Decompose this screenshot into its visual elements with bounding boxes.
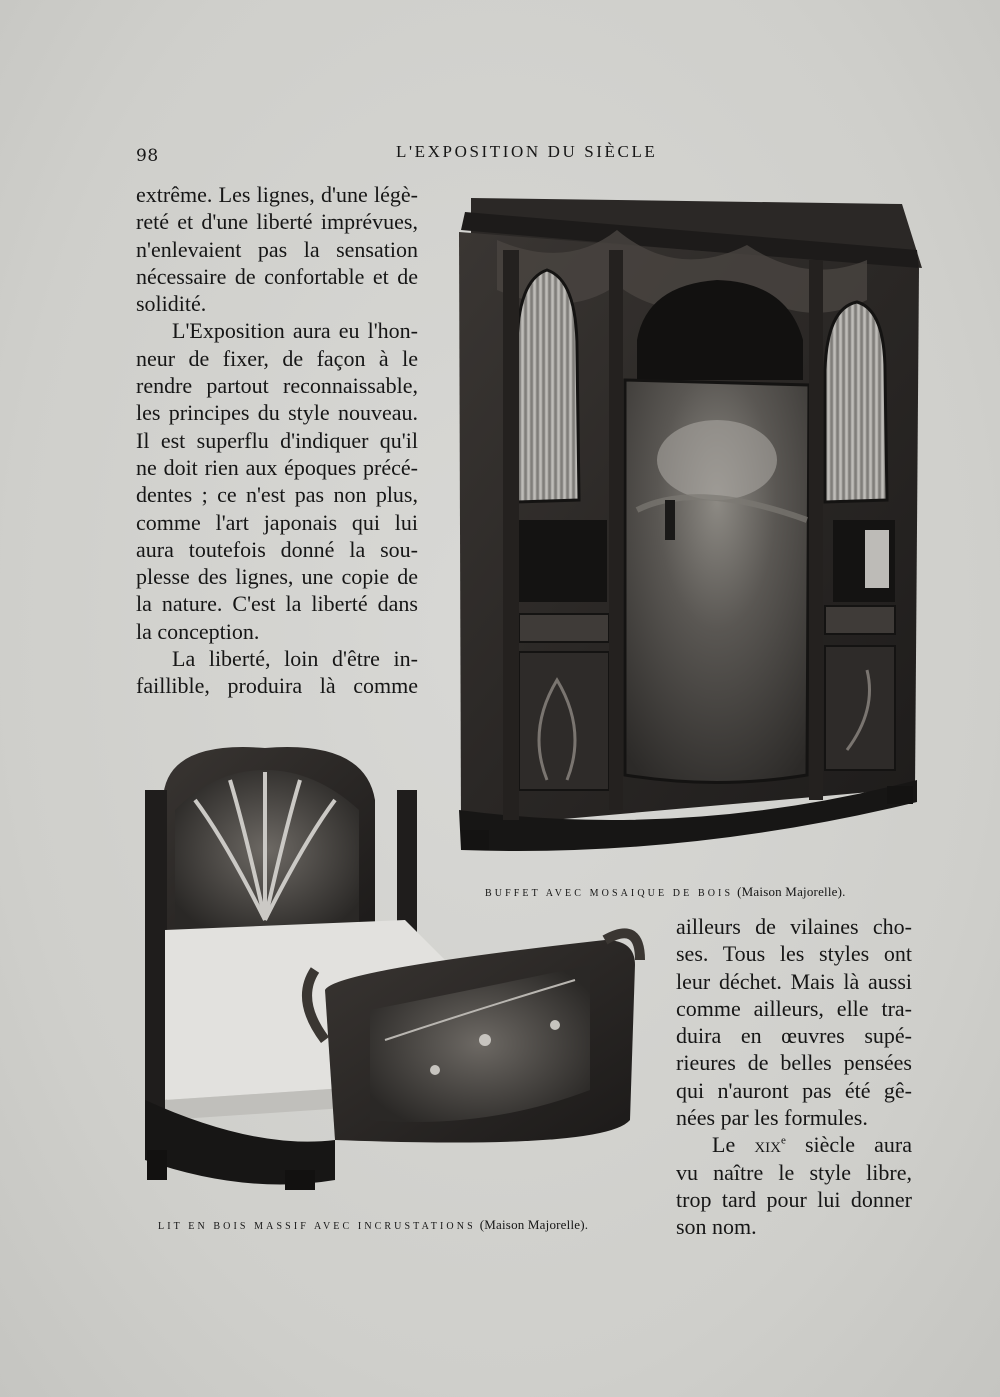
caption-title: BUFFET AVEC MOSAIQUE DE BOIS: [485, 888, 734, 899]
text-line: son nom.: [676, 1214, 757, 1240]
text-line: plesse des lignes, une copie de: [136, 564, 418, 590]
paragraph: [136, 181, 418, 317]
running-head: [136, 142, 676, 166]
caption-title: LIT EN BOIS MASSIF AVEC INCRUSTATIONS: [158, 1221, 476, 1232]
text-line: n'enlevaient pas la sensation: [136, 236, 418, 262]
page-number: 98: [136, 146, 159, 166]
bed-illustration: [135, 740, 655, 1195]
text-line: la conception.: [136, 618, 260, 644]
text-line: nées par les formules.: [676, 1105, 868, 1131]
text-line: ses. Tous les styles ont: [676, 941, 912, 967]
bed-engraving: [135, 740, 655, 1195]
text-line: [676, 1131, 912, 1158]
century-numeral: xix: [754, 1132, 781, 1158]
text-line: ne doit rien aux époques précé-: [136, 454, 418, 480]
text-fragment: siècle aura: [785, 1132, 913, 1158]
running-title: L'EXPOSITION DU SIÈCLE: [396, 142, 658, 161]
bed-caption: [158, 1216, 588, 1234]
text-line: vu naître le style libre,: [676, 1159, 912, 1185]
text-line: dentes ; ce n'est pas non plus,: [136, 482, 418, 508]
superscript: e: [780, 1135, 786, 1148]
text-line: rendre partout reconnaissable,: [136, 373, 418, 399]
text-line: comme ailleurs, elle tra-: [676, 995, 912, 1021]
text-line: La liberté, loin d'être in-: [172, 646, 418, 672]
text-line: neur de fixer, de façon à le: [136, 345, 418, 371]
text-line: leur déchet. Mais là aussi: [676, 968, 912, 994]
caption-maker: (Maison Majorelle).: [479, 1217, 589, 1232]
text-line: les principes du style nouveau.: [136, 400, 418, 426]
paragraph: [676, 913, 912, 1131]
text-line: comme l'art japonais qui lui: [136, 509, 418, 535]
text-line: duira en œuvres supé-: [676, 1023, 912, 1049]
left-text-column: [136, 181, 418, 700]
paragraph: [676, 1131, 912, 1240]
text-line: aura toutefois donné la sou-: [136, 536, 418, 562]
text-line: extrême. Les lignes, d'une légè-: [136, 182, 418, 207]
paragraph: [136, 645, 418, 700]
text-line: reté et d'une liberté imprévues,: [136, 209, 418, 235]
text-line: Il est superflu d'indiquer qu'il: [136, 427, 418, 453]
right-text-column: [676, 913, 912, 1241]
text-line: la nature. C'est la liberté dans: [136, 591, 418, 617]
text-line: ailleurs de vilaines cho-: [676, 914, 912, 939]
text-line: trop tard pour lui donner: [676, 1186, 912, 1212]
text-line: solidité.: [136, 291, 207, 317]
text-line: rieures de belles pensées: [676, 1050, 912, 1076]
text-fragment: Le: [712, 1132, 755, 1158]
text-line: qui n'auront pas été gê-: [676, 1077, 912, 1103]
text-line: faillible, produira là comme: [136, 673, 418, 699]
caption-maker: (Maison Majorelle).: [737, 884, 846, 899]
text-line: nécessaire de confortable et de: [136, 263, 418, 289]
text-line: L'Exposition aura eu l'hon-: [172, 318, 418, 344]
paragraph: [136, 317, 418, 645]
